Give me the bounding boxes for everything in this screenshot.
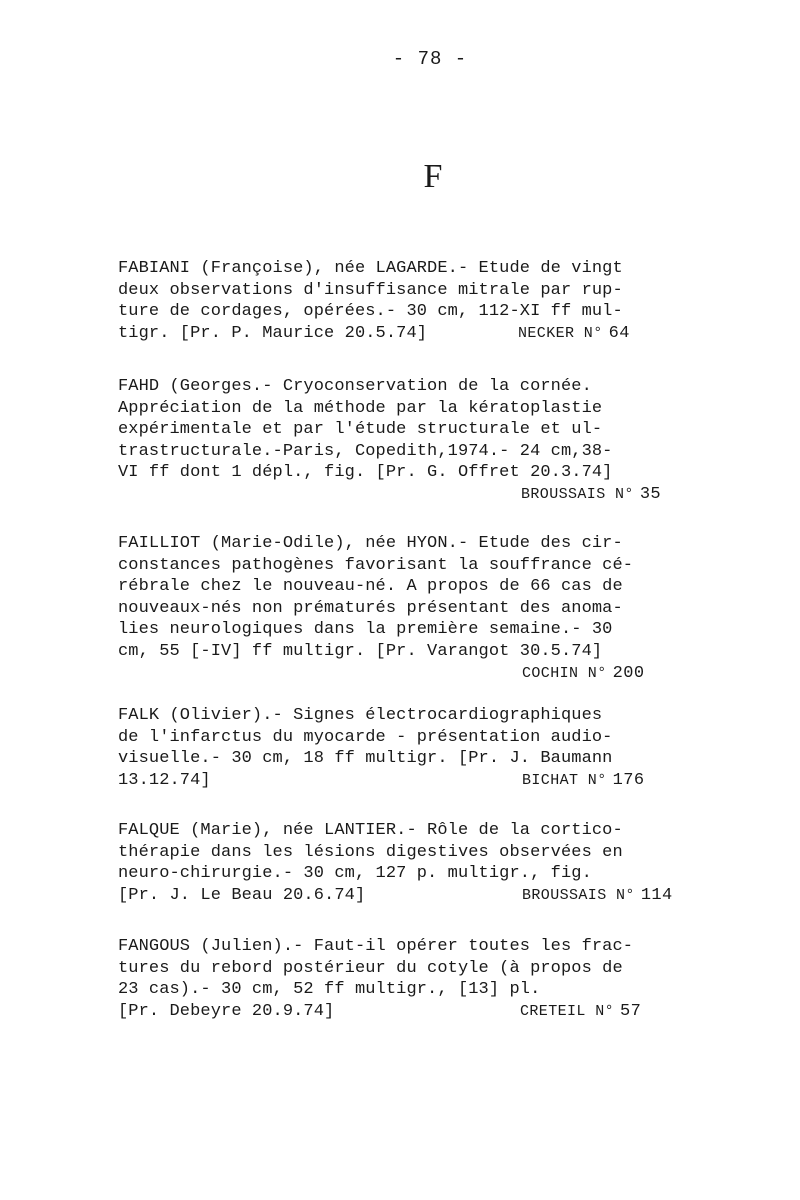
bibliography-entry <box>118 533 645 684</box>
entry-line: constances pathogènes favorisant la souffrance cé- <box>118 555 634 575</box>
location-number: 200 <box>612 663 645 683</box>
entry-line: expérimentale et par l'étude structurale et ul- <box>118 420 603 440</box>
entry-line: FAILLIOT (Marie-Odile), née HYON.- Etude des cir- <box>118 534 623 553</box>
entry-line: VI ff dont 1 dépl., fig. [Pr. G. Offret 20.3.74] <box>118 463 613 483</box>
entry-line: deux observations d'insuffisance mitrale par rup- <box>118 280 623 300</box>
bibliography-entry <box>118 705 645 791</box>
bibliography-entry <box>118 258 638 344</box>
entry-line: FABIANI (Françoise), née LAGARDE.- Etude de vingt <box>118 259 623 278</box>
entry-line: trastructurale.-Paris, Copedith,1974.- 24 cm,38- <box>118 441 613 461</box>
entry-line: 23 cas).- 30 cm, 52 ff multigr., [13] pl. <box>118 980 541 1000</box>
location-label <box>520 1001 641 1023</box>
location-label <box>518 323 630 345</box>
location-name: COCHIN N° <box>522 664 607 682</box>
location-number: 176 <box>612 770 645 790</box>
location-number: 57 <box>620 1001 642 1021</box>
location-label <box>521 484 661 506</box>
entry-line: neuro-chirurgie.- 30 cm, 127 p. multigr., fig. <box>118 864 592 884</box>
location-label <box>522 663 644 685</box>
entry-line: visuelle.- 30 cm, 18 ff multigr. [Pr. J. Baumann <box>118 749 613 769</box>
entry-line: Appréciation de la méthode par la kératoplastie <box>118 398 603 418</box>
location-number: 114 <box>640 885 673 905</box>
entry-location-row <box>118 484 662 506</box>
entry-line: lies neurologiques dans la première semaine.- 30 <box>118 620 613 640</box>
location-name: BROUSSAIS N° <box>521 485 634 503</box>
entry-last-row <box>118 1001 642 1023</box>
entry-line: tigr. [Pr. P. Maurice 20.5.74] <box>118 323 428 343</box>
location-label <box>522 885 673 907</box>
entry-last-row <box>118 770 645 792</box>
entry-line: FALQUE (Marie), née LANTIER.- Rôle de la cortico- <box>118 821 623 840</box>
location-name: CRETEIL N° <box>520 1002 615 1020</box>
entry-line: tures du rebord postérieur du cotyle (à propos de <box>118 958 623 978</box>
section-letter: F <box>423 158 443 195</box>
location-name: BICHAT N° <box>522 771 607 789</box>
entry-line: FANGOUS (Julien).- Faut-il opérer toutes les frac- <box>118 937 634 956</box>
location-name: NECKER N° <box>518 324 603 342</box>
page-number: - 78 - <box>392 48 468 70</box>
location-number: 64 <box>608 323 630 343</box>
entry-last-row <box>118 323 638 345</box>
bibliography-entry <box>118 820 673 906</box>
location-name: BROUSSAIS N° <box>522 886 635 904</box>
entry-last-row <box>118 885 673 907</box>
location-label <box>522 770 644 792</box>
entry-line: cm, 55 [-IV] ff multigr. [Pr. Varangot 30.5.74] <box>118 641 603 661</box>
entry-line: rébrale chez le nouveau-né. A propos de 66 cas de <box>118 577 623 597</box>
entry-line: [Pr. J. Le Beau 20.6.74] <box>118 885 366 905</box>
entry-location-row <box>118 663 645 685</box>
entry-line: 13.12.74] <box>118 770 211 790</box>
entry-line: de l'infarctus du myocarde - présentation audio- <box>118 727 613 747</box>
bibliography-entry <box>118 936 642 1022</box>
location-number: 35 <box>639 484 662 504</box>
bibliography-entry <box>118 376 662 506</box>
entry-line: FAHD (Georges.- Cryoconservation de la cornée. <box>118 377 592 396</box>
entry-line: ture de cordages, opérées.- 30 cm, 112-XI ff mul- <box>118 302 623 322</box>
entry-line: [Pr. Debeyre 20.9.74] <box>118 1001 335 1021</box>
entry-line: FALK (Olivier).- Signes électrocardiographiques <box>118 706 603 725</box>
entry-line: thérapie dans les lésions digestives observées en <box>118 842 623 862</box>
entry-line: nouveaux-nés non prématurés présentant des anoma- <box>118 598 623 618</box>
